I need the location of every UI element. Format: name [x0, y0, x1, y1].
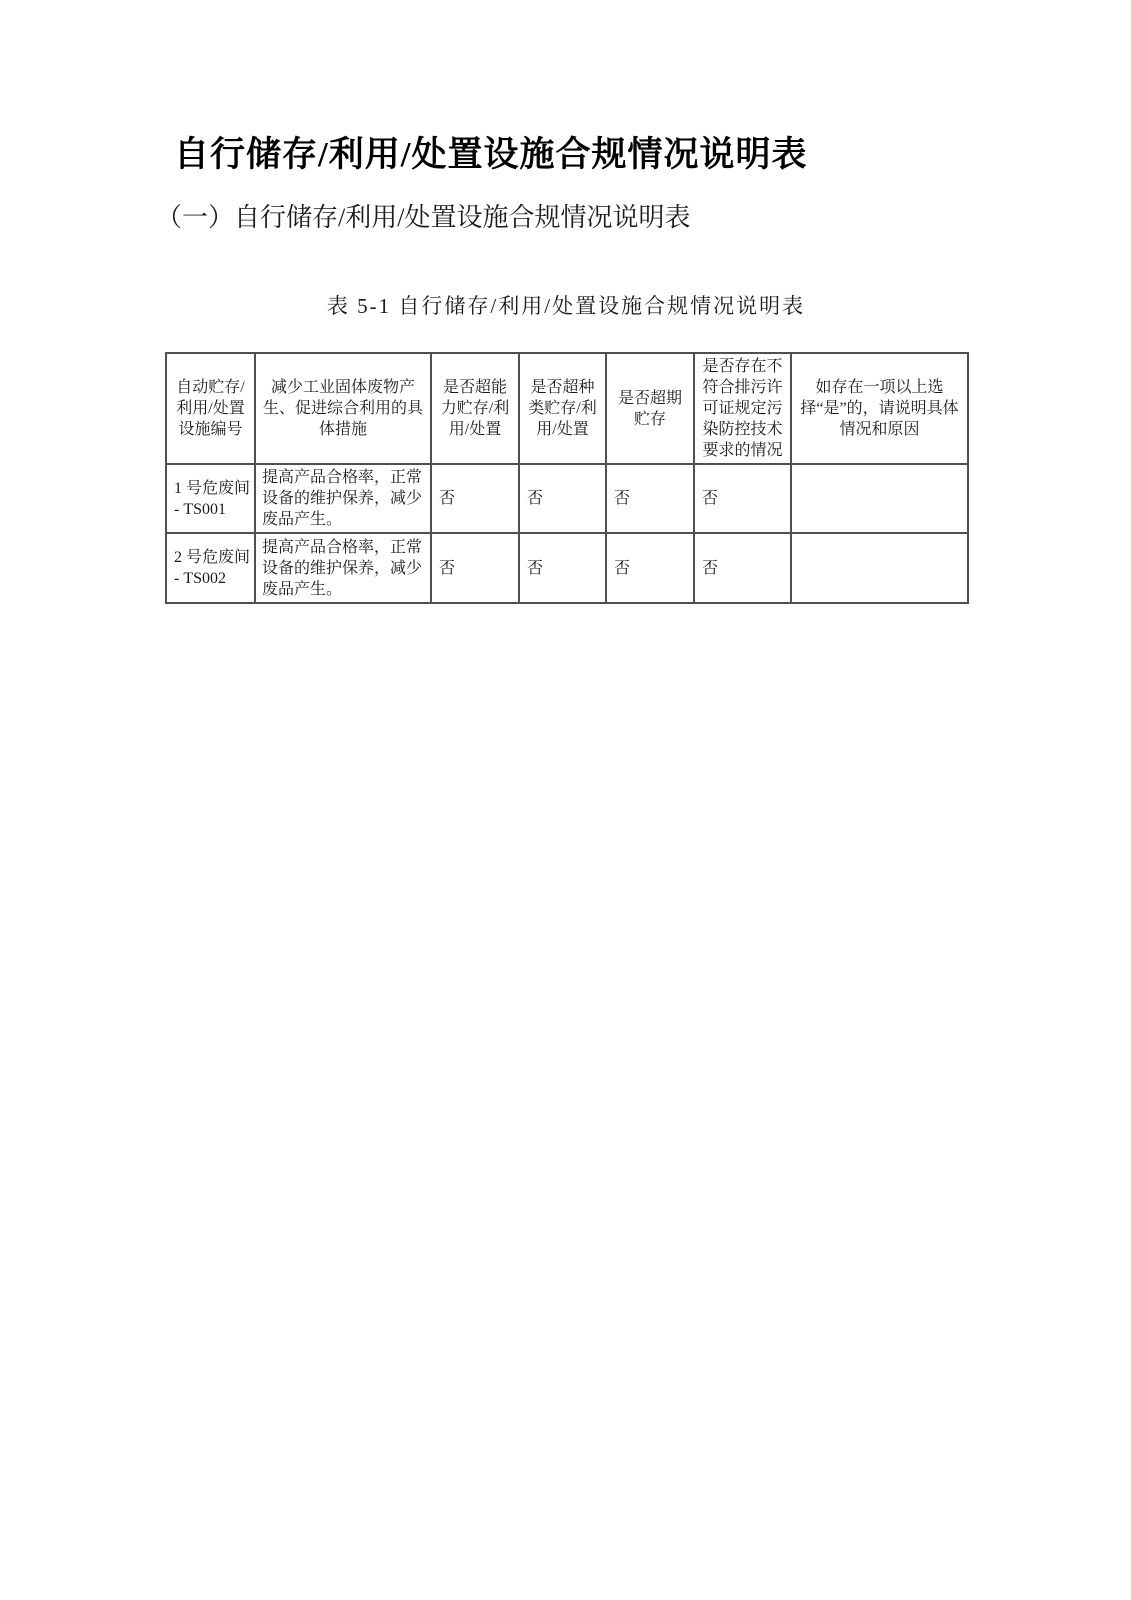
cell-over-period: 否	[606, 533, 694, 603]
cell-reduction-measures: 提高产品合格率，正常设备的维护保养，减少废品产生。	[255, 533, 431, 603]
cell-over-capacity: 否	[431, 464, 519, 533]
cell-reduction-measures: 提高产品合格率，正常设备的维护保养，减少废品产生。	[255, 464, 431, 533]
header-over-period: 是否超期贮存	[606, 353, 694, 464]
cell-explanation	[791, 464, 968, 533]
header-reduction-measures: 减少工业固体废物产生、促进综合利用的具体措施	[255, 353, 431, 464]
table-row	[166, 533, 968, 603]
header-facility-id: 自动贮存/利用/处置设施编号	[166, 353, 255, 464]
cell-facility-id: 2 号危废间 - TS002	[166, 533, 255, 603]
cell-permit-noncompliance: 否	[694, 533, 791, 603]
table-row	[166, 464, 968, 533]
cell-explanation	[791, 533, 968, 603]
header-permit-noncompliance: 是否存在不符合排污许可证规定污染防控技术要求的情况	[694, 353, 791, 464]
document-title: 自行储存/利用/处置设施合规情况说明表	[174, 135, 808, 174]
cell-over-capacity: 否	[431, 533, 519, 603]
table-header-row	[166, 353, 968, 464]
cell-over-period: 否	[606, 464, 694, 533]
cell-permit-noncompliance: 否	[694, 464, 791, 533]
header-over-type: 是否超种类贮存/利用/处置	[519, 353, 606, 464]
header-explanation: 如存在一项以上选择“是”的，请说明具体情况和原因	[791, 353, 968, 464]
compliance-table	[165, 352, 969, 604]
cell-over-type: 否	[519, 464, 606, 533]
header-over-capacity: 是否超能力贮存/利用/处置	[431, 353, 519, 464]
table-caption: 表 5-1 自行储存/利用/处置设施合规情况说明表	[326, 294, 806, 318]
cell-facility-id: 1 号危废间 - TS001	[166, 464, 255, 533]
cell-over-type: 否	[519, 533, 606, 603]
section-heading: （一）自行储存/利用/处置设施合规情况说明表	[156, 203, 691, 232]
